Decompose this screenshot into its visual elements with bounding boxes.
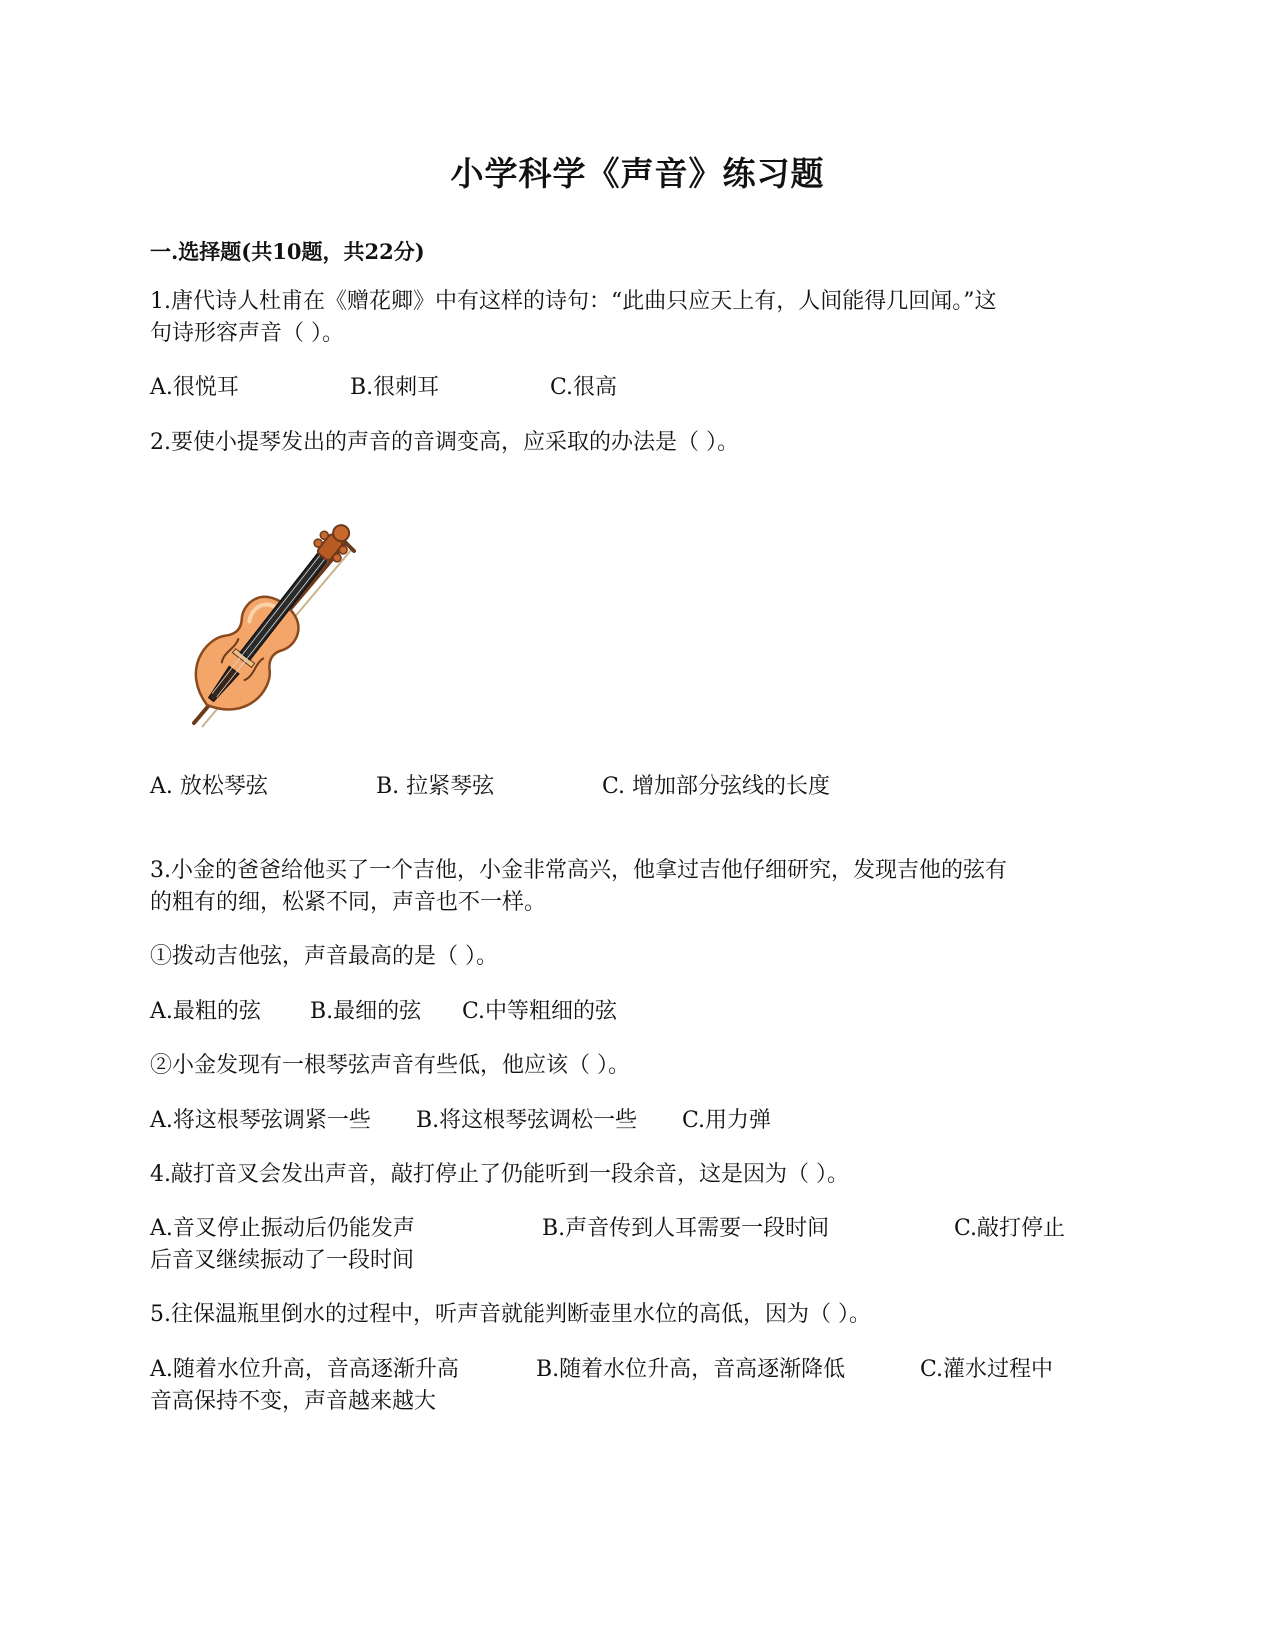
question-3-sub-2-stem: ②小金发现有一根琴弦声音有些低，他应该（ ）。 [150, 1053, 630, 1078]
question-1-option-b: B.很刺耳 [350, 375, 440, 400]
question-1-option-c: C.很高 [550, 375, 618, 400]
question-3-sub-1-stem: ①拨动吉他弦，声音最高的是（ ）。 [150, 944, 498, 969]
question-1-options [150, 372, 1130, 404]
question-4-option-a: A.音叉停止振动后仍能发声 [150, 1216, 415, 1241]
question-2-option-a: A. 放松琴弦 [150, 774, 268, 799]
question-4-stem: 4.敲打音叉会发出声音，敲打停止了仍能听到一段余音，这是因为（ ）。 [150, 1162, 849, 1187]
violin-image [150, 505, 370, 745]
question-4-options-line-1 [150, 1213, 1130, 1245]
question-5-option-c-continued: 音高保持不变，声音越来越大 [150, 1389, 437, 1414]
question-3-stem-line-2: 的粗有的细，松紧不同，声音也不一样。 [150, 890, 547, 915]
question-3-sub-1-option-c: C.中等粗细的弦 [462, 999, 618, 1024]
question-5-option-a: A.随着水位升高，音高逐渐升高 [150, 1357, 459, 1382]
question-2-stem: 2.要使小提琴发出的声音的音调变高，应采取的办法是（ ）。 [150, 430, 739, 455]
question-3-sub-2-option-c: C.用力弹 [682, 1108, 772, 1133]
question-5-options-line-1 [150, 1354, 1130, 1386]
question-3-sub-2-option-a: A.将这根琴弦调紧一些 [150, 1108, 371, 1133]
question-4-option-c: C.敲打停止 [954, 1216, 1066, 1241]
question-3-sub-1-option-b: B.最细的弦 [310, 999, 422, 1024]
question-1-stem-line-2: 句诗形容声音（ ）。 [150, 321, 344, 346]
question-2-option-c: C. 增加部分弦线的长度 [602, 774, 831, 799]
question-5-stem: 5.往保温瓶里倒水的过程中，听声音就能判断壶里水位的高低，因为（ ）。 [150, 1302, 871, 1327]
question-5-option-c: C.灌水过程中 [920, 1357, 1054, 1382]
question-2-options [150, 771, 1130, 803]
question-5-option-b: B.随着水位升高，音高逐渐降低 [536, 1357, 846, 1382]
question-1-stem-line-1: 1.唐代诗人杜甫在《赠花卿》中有这样的诗句：“此曲只应天上有，人间能得几回闻。”这 [150, 289, 997, 314]
question-2-option-b: B. 拉紧琴弦 [376, 774, 495, 799]
question-3-stem-line-1: 3.小金的爸爸给他买了一个吉他，小金非常高兴，他拿过吉他仔细研究，发现吉他的弦有 [150, 858, 1007, 883]
question-1-option-a: A.很悦耳 [150, 375, 239, 400]
question-3-sub-2-option-b: B.将这根琴弦调松一些 [416, 1108, 638, 1133]
page-title: 小学科学《声音》练习题 [450, 154, 825, 193]
section-heading: 一.选择题(共10题，共22分) [150, 239, 425, 264]
question-3-sub-2-options [150, 1105, 1130, 1137]
question-3-sub-1-option-a: A.最粗的弦 [150, 999, 261, 1024]
question-4-option-c-continued: 后音叉继续振动了一段时间 [150, 1248, 415, 1273]
question-4-option-b: B.声音传到人耳需要一段时间 [542, 1216, 830, 1241]
question-3-sub-1-options [150, 996, 1130, 1028]
